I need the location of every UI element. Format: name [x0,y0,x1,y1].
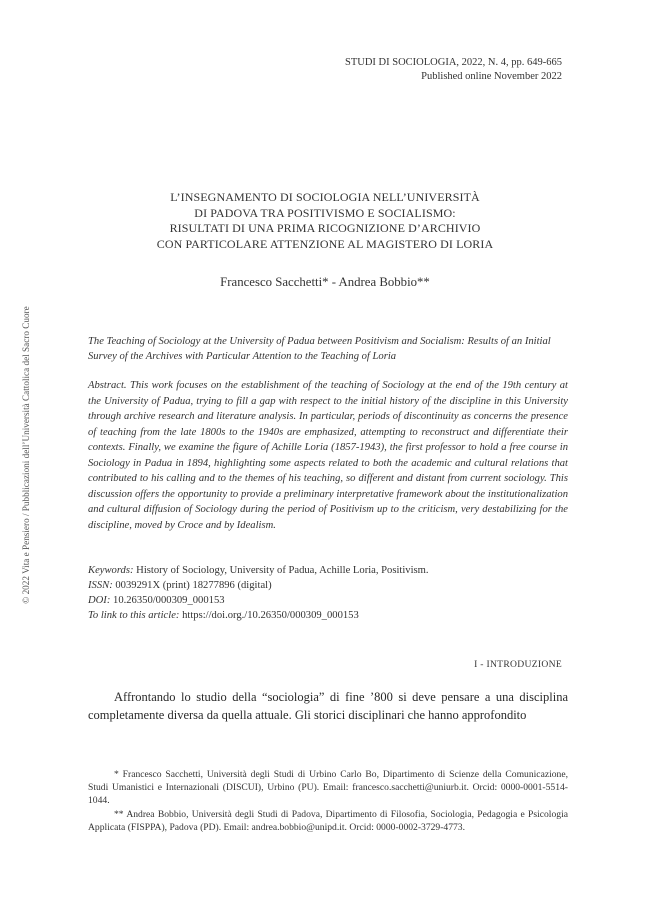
section-heading: I - INTRODUZIONE [474,659,562,670]
article-metadata [88,563,568,623]
title-line: RISULTATI DI UNA PRIMA RICOGNIZIONE D’ARCHIVIO [169,221,481,235]
keywords-line [88,563,568,578]
article-link-line [88,608,568,623]
article-title [60,190,590,252]
abstract: Abstract. This work focuses on the establishment of the teaching of Sociology at the end of the 19th century at the University of Padua, trying to fill a gap with respect to the initial history of the discipline in this University through archive research and literature analysis. In particular, periods of discontinuity as concerns the presence of teaching from the late 1800s to the 1940s are emphasized, attempting to reconstruct and differentiate their contexts. Finally, we examine the figure of Achille Loria (1857-1943), the first professor to hold a free course in Sociology in Padua in 1894, highlighting some aspects related to both the academic and cultural relations that contributed to his calling and to the themes of his teaching, so different and distant from current sociology. This discussion offers the opportunity to provide a preliminary interpretative framework about the institutionalization and cultural diffusion of Sociology during the period of Positivism up to the criticism, very destabilizing for the discipline, moved by Croce and by Idealism. [88,380,568,531]
journal-citation: STUDI DI SOCIOLOGIA, 2022, N. 4, pp. 649-665 [345,57,562,68]
footnotes [88,768,568,834]
article-link[interactable]: https://doi.org./10.26350/000309_000153 [182,610,359,621]
publication-date: Published online November 2022 [421,71,562,82]
body-paragraph: Affrontando lo studio della “sociologia” di fine ’800 si deve pensare a una disciplina completamente diversa da quella attuale. Gli storici disciplinari che hanno approfondito [88,690,568,722]
authors: Francesco Sacchetti* - Andrea Bobbio** [220,275,430,289]
doi-label: DOI: [88,595,111,606]
issn-line [88,578,568,593]
english-title: The Teaching of Sociology at the University of Padua between Positivism and Socialism: Results of an Initial Survey of the Archives with Particular Attention to the Teaching of Loria [88,336,551,362]
journal-header [345,56,562,84]
doi-value: 10.26350/000309_000153 [113,595,225,606]
keywords-value: History of Sociology, University of Padua, Achille Loria, Positivism. [136,565,429,576]
footnote: * Francesco Sacchetti, Università degli Studi di Urbino Carlo Bo, Dipartimento di Scienze della Comunicazione, Studi Umanistici e Internazionali (DISCUI), Urbino (PU). Email: francesco.sacchetti@uniurb.it. Orcid: 0000-0001-5514-1044. [88,769,568,807]
title-line: L’INSEGNAMENTO DI SOCIOLOGIA NELL’UNIVERSITÀ [170,190,480,204]
issn-label: ISSN: [88,580,113,591]
article-link-label: To link to this article: [88,610,180,621]
title-line: CON PARTICOLARE ATTENZIONE AL MAGISTERO DI LORIA [156,236,494,251]
doi-line [88,593,568,608]
side-copyright: © 2022 Vita e Pensiero / Pubblicazioni dell’Università Cattolica del Sacro Cuore [21,306,31,604]
title-line: DI PADOVA TRA POSITIVISMO E SOCIALISMO: [194,205,456,220]
keywords-label: Keywords: [88,565,134,576]
issn-value: 0039291X (print) 18277896 (digital) [115,580,272,591]
footnote: ** Andrea Bobbio, Università degli Studi di Padova, Dipartimento di Filosofia, Sociologia, Pedagogia e Psicologia Applicata (FISPPA), Padova (PD). Email: andrea.bobbio@unipd.it. Orcid: 0000-0002-3729-4773. [88,808,568,833]
